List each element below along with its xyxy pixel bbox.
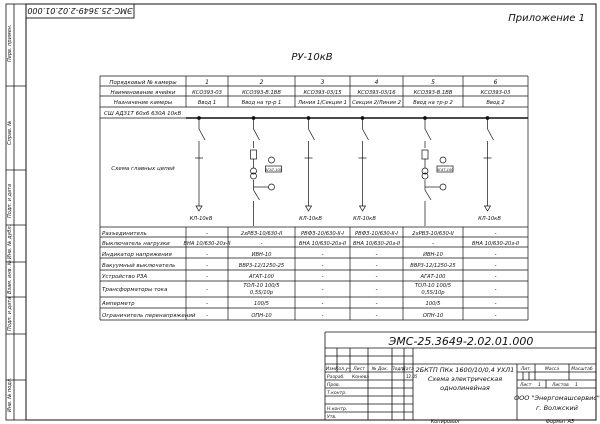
cable-label: КЛ-10кВ	[299, 216, 322, 222]
head-date: Дата	[402, 367, 414, 372]
doc-name-line1: 2БКТП ПКк 1600/10/0,4 УХЛ1	[415, 366, 515, 374]
cell-ct: -	[321, 287, 324, 293]
cell-indicator: -	[321, 252, 324, 258]
cell-rza: АГАТ-100	[249, 274, 274, 280]
cell-purpose: Секция 2/Линия 2	[352, 100, 401, 106]
row-label-indicator: Индикатор напряжения	[102, 252, 172, 258]
title-block-code: ЭМС-25.3649-2.02.01.000	[388, 335, 534, 348]
format-label: Формат А3	[545, 419, 575, 424]
row-label-purpose: Назначение камеры	[113, 100, 173, 106]
cell-vacuum: ВВР3-12/1250-25	[238, 263, 285, 269]
cell-purpose: Ввод 2	[486, 100, 505, 106]
cell-disconnector: РВФЗ-10/630-II-I	[355, 231, 398, 237]
copied-label: Копировал	[430, 419, 460, 424]
cell-disconnector: -	[206, 231, 208, 237]
cell-indicator: ИВН-10	[251, 252, 272, 258]
cell-rza: -	[375, 274, 378, 280]
sheets-value: 1	[575, 383, 578, 388]
cell-disconnector: 2хРВЗ-10/630-II	[412, 231, 454, 237]
sheet-frame	[26, 4, 596, 420]
sheet-value: 1	[538, 383, 541, 388]
cell-cell: КСО393-03/16	[357, 90, 396, 96]
role-approve: Утв.	[327, 415, 337, 420]
head-izm: Изм.	[325, 367, 337, 372]
cell-ammeter: 100/5	[254, 301, 269, 307]
row-label-opn: Ограничитель перенапряжений	[102, 313, 196, 319]
row-label-vacuum: Вакуумный выключатель	[102, 263, 176, 269]
cell-indicator: -	[375, 252, 378, 258]
cell-ct-line1: ТОЛ-10 100/5	[243, 283, 280, 289]
cell-rza: АГАТ-100	[420, 274, 446, 280]
cell-vacuum: ВВР3-12/1250-25	[410, 263, 456, 269]
mass-head: Масса	[544, 367, 560, 372]
cell-opn: -	[321, 313, 324, 319]
cell-cell: КСО393-03/15	[303, 90, 342, 96]
cell-opn: -	[375, 313, 378, 319]
cell-purpose: Ввод 1	[197, 100, 217, 106]
strip-label-sign-1: Подп. и дата	[7, 183, 13, 218]
cable-label: КЛ-10кВ	[478, 216, 501, 222]
cell-purpose: Линия 1/Секция 1	[298, 100, 347, 106]
cable-label: КЛ-10кВ	[189, 216, 213, 222]
code-box-text: ЭМС-25.3649-2.02.01.000	[27, 6, 133, 15]
cell-num: 5	[431, 79, 435, 86]
developer-name: Конева	[352, 375, 370, 380]
schematic-cell-6	[484, 117, 494, 212]
cell-vacuum: -	[206, 263, 208, 269]
scale-head: Масштаб	[571, 367, 593, 372]
cell-ct-line2: 0,5S/10р	[249, 290, 274, 296]
stage-head: Лит.	[520, 367, 532, 372]
sheet-label: Лист	[520, 383, 532, 388]
cell-num: 6	[493, 79, 498, 86]
cell-disconnector: -	[494, 231, 497, 237]
row-label-disconnector: Разъединитель	[102, 231, 147, 237]
schematic-cell-1	[195, 117, 205, 212]
cell-vacuum: -	[321, 263, 324, 269]
role-check: Пров.	[327, 383, 341, 388]
schematic-cell-3	[305, 117, 315, 212]
cell-disconnector: РВФЗ-10/630-II-I	[301, 231, 344, 237]
cell-load_switch: -	[260, 241, 263, 247]
sheets-label: Листов	[552, 383, 569, 388]
row-labels	[101, 80, 196, 319]
cell-ammeter: -	[375, 301, 378, 307]
strip-label-replace: Взам. инв. №	[7, 260, 13, 294]
head-list: Лист	[353, 367, 365, 372]
cell-opn: -	[206, 313, 208, 319]
strip-label-ref: Справ. №	[7, 120, 13, 145]
role-tcontrol: Т.контр.	[327, 391, 347, 396]
schematic-cell-4	[359, 117, 369, 212]
cell-load_switch: ВНА 10/630-20з-II	[298, 241, 347, 247]
row-label-ammeter: Амперметр	[102, 301, 135, 307]
row-label-busbar: СШ АД31Т 60х6 630А 10кВ	[104, 111, 182, 117]
row-label-scheme: Схема главных цепей	[111, 166, 175, 172]
developer-date: 12.05	[406, 374, 418, 379]
cell-load_switch: ВНА 10/630-20з-II	[471, 241, 520, 247]
row-label-rza: Устройство РЗА	[102, 274, 148, 280]
head-kol: Кол.уч	[335, 367, 351, 372]
cell-purpose: Ввод на тр-р 2	[413, 100, 453, 106]
org-line1: ООО "Энергомашсервис"	[514, 394, 600, 402]
relay-label: АГАТ-100	[436, 168, 454, 172]
org-line2: г. Волжский	[536, 404, 578, 412]
cell-cell: КСО393-03	[192, 90, 222, 96]
cell-indicator: ИВН-10	[423, 252, 443, 258]
cell-columns	[183, 79, 519, 319]
row-label-ct: Трансформаторы тока	[102, 287, 168, 293]
appendix-label: Приложение 1	[508, 13, 585, 24]
cell-ct: -	[494, 287, 497, 293]
cell-vacuum: -	[494, 263, 497, 269]
strip-label-sign-2: Подп. и дата	[7, 296, 13, 331]
cell-num: 3	[320, 79, 325, 86]
cell-disconnector: 2хРВЗ-10/630-II	[240, 231, 283, 237]
cell-cell: КСО393-03	[480, 90, 511, 96]
cell-rza: -	[321, 274, 324, 280]
cell-opn: ОПН-10	[251, 313, 272, 319]
cell-cell: КСО393-В.1ВВ	[413, 90, 453, 96]
cell-indicator: -	[206, 252, 208, 258]
cable-label: КЛ-10кВ	[353, 216, 376, 222]
relay-label: АГАТ-100	[265, 168, 282, 172]
cell-ct: -	[375, 287, 378, 293]
doc-name-line2: Схема электрическая	[427, 375, 503, 383]
cell-ammeter: 100/5	[425, 301, 441, 307]
strip-label-dup: Инв. № дубл.	[7, 224, 13, 259]
cell-opn: -	[494, 313, 497, 319]
cell-ct: -	[206, 287, 208, 293]
cell-ammeter: -	[206, 301, 208, 307]
head-doc: № Док.	[371, 367, 389, 372]
cell-rza: -	[206, 274, 208, 280]
diagram-title: РУ-10кВ	[291, 52, 333, 63]
row-label-load-switch: Выключатель нагрузки	[102, 241, 170, 247]
strip-label-first-use: Перв. примен.	[7, 24, 13, 62]
cell-purpose: Ввод на тр-р 1	[241, 100, 282, 106]
cell-load_switch: -	[432, 241, 434, 247]
cell-load_switch: ВНА 10/630-20з-II	[183, 241, 231, 247]
strip-label-orig: Инв. № подл.	[7, 377, 13, 412]
cell-num: 1	[205, 79, 209, 86]
row-label-cell: Наименование ячейки	[110, 90, 176, 96]
cell-cell: КСО393-В.1ВВ	[242, 90, 281, 96]
role-dev: Разраб.	[327, 375, 345, 380]
cell-rza: -	[494, 274, 497, 280]
cell-indicator: -	[494, 252, 497, 258]
cell-num: 2	[259, 79, 264, 86]
cell-load_switch: ВНА 10/630-20з-II	[352, 241, 401, 247]
head-sign: Подп.	[391, 367, 405, 372]
role-ncontrol: Н.контр.	[327, 407, 348, 412]
cell-ammeter: -	[494, 301, 497, 307]
cell-ct-line1: ТОЛ-10 100/5	[414, 283, 452, 289]
cell-opn: ОПН-10	[422, 313, 444, 319]
cell-vacuum: -	[375, 263, 378, 269]
cell-num: 4	[374, 79, 379, 86]
cell-ammeter: -	[321, 301, 324, 307]
cell-ct-line2: 0,5S/10р	[421, 290, 445, 296]
row-label-num: Порядковый № камеры	[109, 80, 177, 86]
doc-name-line3: однолинейная	[440, 384, 490, 392]
